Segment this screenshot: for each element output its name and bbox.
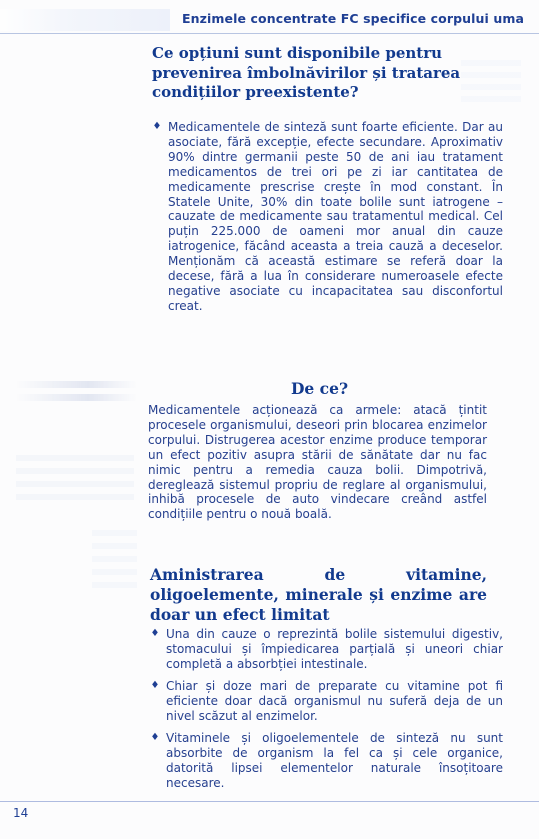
show-through-text [16,455,134,505]
paragraph-why: Medicamentele acționează ca armele: atacă țintit procesele organismului, deseori prin blocarea enzimelor corpului. Distrugerea acestor enzime produce temporar un efect pozitiv asupra stării de sănătate dar nu fac nimic pentru a remedia cauza bolii. Dimpotrivă, dereglează sistemul propriu de reglare al organismului, inhibă procesele de auto vindecare creând astfel condițiile pentru o nouă boală. [148,403,487,522]
title-line: prevenirea îmbolnăvirilor și tratarea [152,63,461,82]
bullet-text: Chiar și doze mari de preparate cu vitamine pot fi eficiente doar dacă organismul nu suferă deja de un nivel scăzut al enzimelor. [166,679,503,723]
section-title: Aministrarea de vitamine, oligoelemente, minerale și enzime are doar un efect limitat [150,565,487,624]
header-band [0,9,170,31]
bullet-diamond-icon: ♦ [152,121,162,132]
main-content [148,44,503,804]
bullet-text: Una din cauze o reprezintă bolile sistemului digestiv, stomacului și împiedicarea parțială și uneori chiar completă a absorbției intestinale. [166,627,503,671]
bullet-vitamin-doses [150,679,503,724]
section-options [152,44,487,103]
title-line: condițiilor preexistente? [152,83,359,101]
section-title [152,44,482,103]
bullet-digestive [150,627,503,672]
bullet-diamond-icon: ♦ [150,732,160,743]
subheading-why: De ce? [290,379,349,398]
bullet-diamond-icon: ♦ [150,628,160,639]
bullet-diamond-icon: ♦ [150,680,160,691]
running-header [0,9,539,37]
bullet-text: Medicamentele de sinteză sunt foarte eficiente. Dar au asociate, fără excepție, efecte secundare. Aproximativ 90% dintre germanii peste 50 de ani iau tratament medicamentos de trei ori pe zi iar cantitatea de medicamente prescrise crește în mod constant. În Statele Unite, 30% din toate bolile sunt iatrogene – cauzate de medicamente sau tratamentul medical. Cel puțin 225.000 de oameni mor anual din cauze iatrogenice, făcând aceasta a treia cauză a deceselor. Menționăm că această estimare se referă doar la decese, fără a lua în considerare numeroasele efecte negative asociate cu incapacitatea sau disconfortul creat. [168,120,503,313]
bullet-synthetic-vitamins [150,731,503,791]
footer-rule [0,801,539,802]
title-line: Ce opțiuni sunt disponibile pentru [152,44,443,62]
header-rule [0,33,539,34]
section-why [152,379,487,399]
running-title: Enzimele concentrate FC specifice corpului uma [182,11,525,26]
bullet-text: Vitaminele și oligoelementele de sinteză nu sunt absorbite de organism la fel ca și cele organice, datorită lipsei elementelor naturale însoțitoare necesare. [166,731,503,790]
page-number: 14 [13,806,29,820]
show-through-text [92,530,137,595]
bullet-medicines [152,120,503,314]
section-limited-effect [150,565,487,625]
